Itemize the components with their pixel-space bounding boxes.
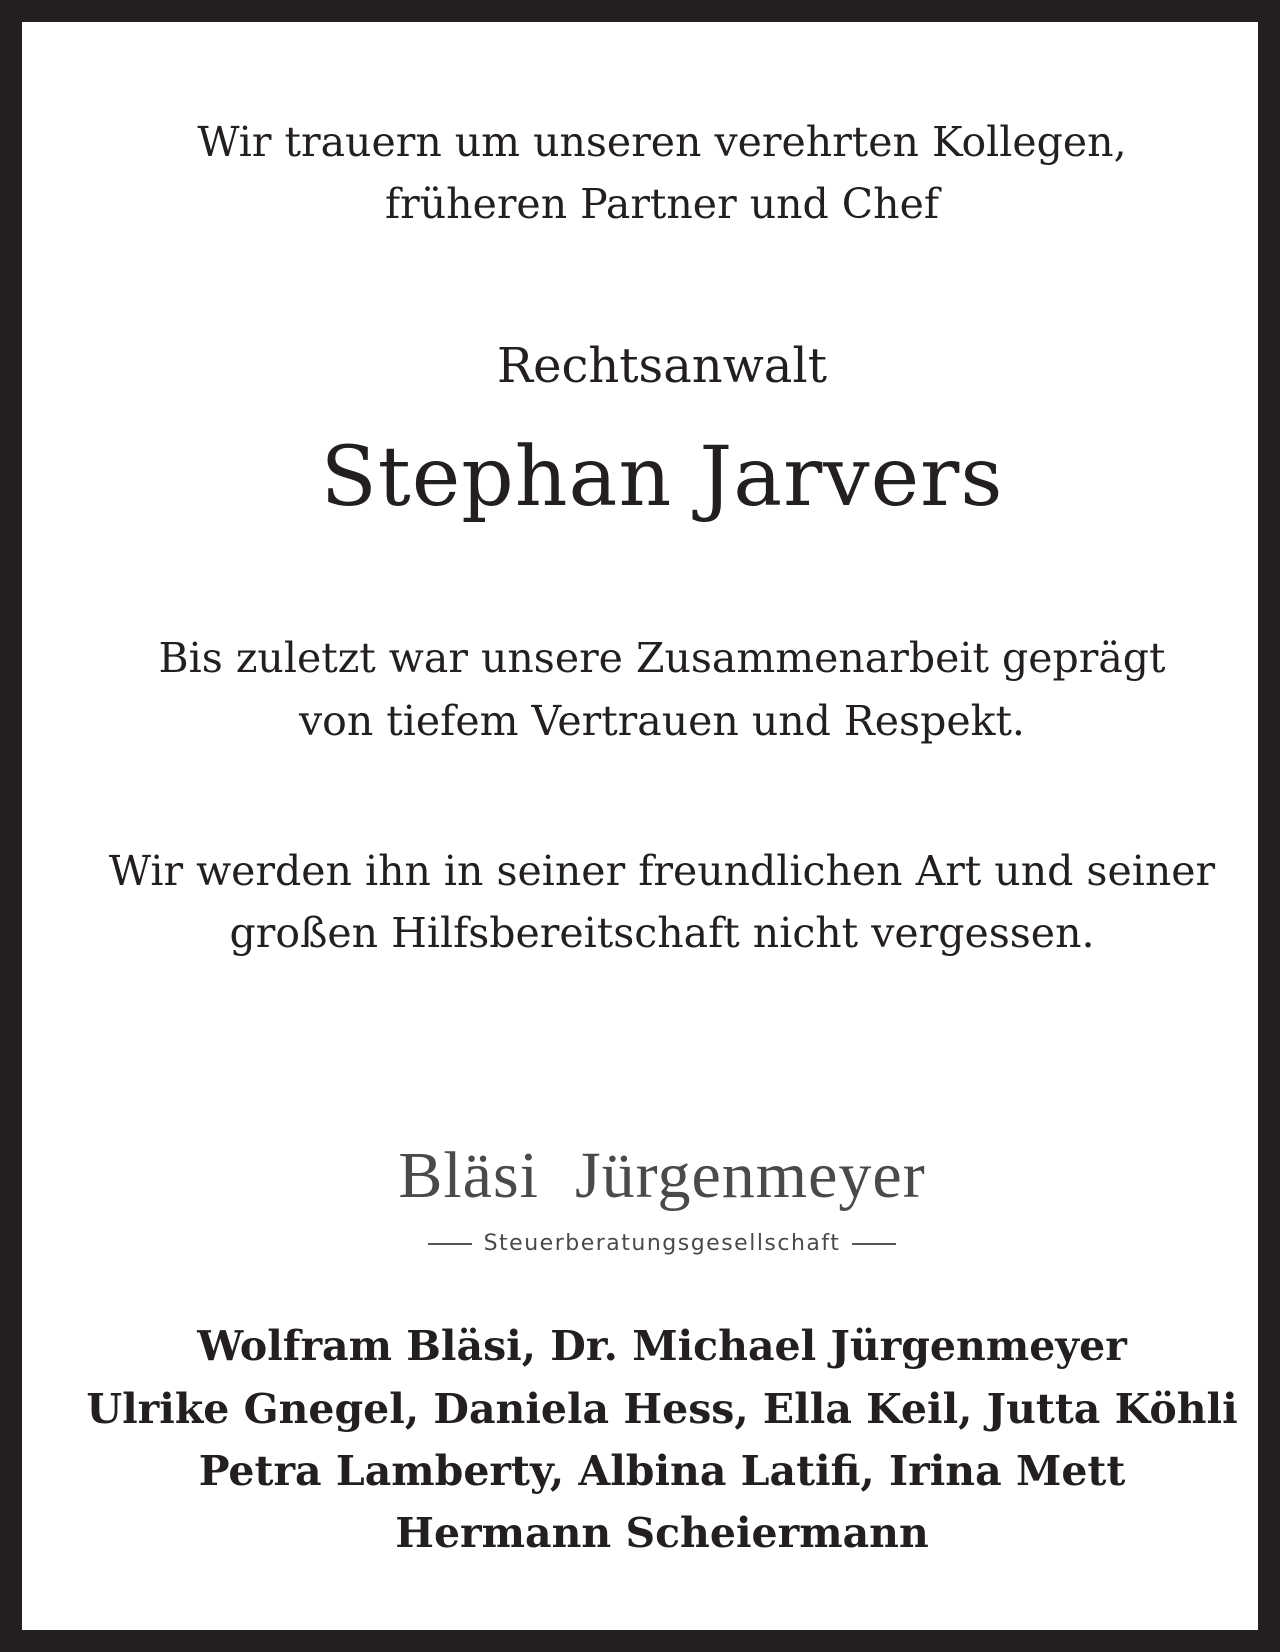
deceased-name: Stephan Jarvers	[320, 430, 1004, 525]
paragraph-1-line-2: von tiefem Vertrauen und Respekt.	[299, 697, 1025, 745]
firm-logo	[22, 1138, 1280, 1268]
signers-line-4: Hermann Scheiermann	[395, 1509, 929, 1557]
firm-subtitle: Steuerberatungsgesellschaft	[483, 1231, 841, 1256]
logo-rule-right	[852, 1243, 896, 1245]
paragraph-1-line-1: Bis zuletzt war unsere Zusammenarbeit geprägt	[158, 634, 1166, 682]
firm-name-part-2: Jürgenmeyer	[575, 1139, 926, 1212]
firm-name-part-1: Bläsi	[398, 1139, 539, 1212]
paragraph-2-line-1: Wir werden ihn in seiner freundlichen Art und seiner	[108, 847, 1216, 895]
paragraph-2-line-2: großen Hilfsbereitschaft nicht vergessen.	[229, 909, 1095, 957]
signers-line-1: Wolfram Bläsi, Dr. Michael Jürgenmeyer	[197, 1322, 1127, 1370]
intro-line-1: Wir trauern um unseren verehrten Kollegen,	[197, 118, 1127, 166]
logo-rule-left	[428, 1243, 472, 1245]
professional-title: Rechtsanwalt	[496, 338, 828, 394]
intro-line-2: früheren Partner und Chef	[384, 180, 940, 228]
firm-logo-name	[22, 1138, 1280, 1214]
signers-line-2: Ulrike Gnegel, Daniela Hess, Ella Keil, Jutta Köhli	[86, 1385, 1238, 1433]
signers-line-3: Petra Lamberty, Albina Latifi, Irina Mett	[198, 1447, 1126, 1495]
firm-subtitle-row	[22, 1231, 1280, 1256]
